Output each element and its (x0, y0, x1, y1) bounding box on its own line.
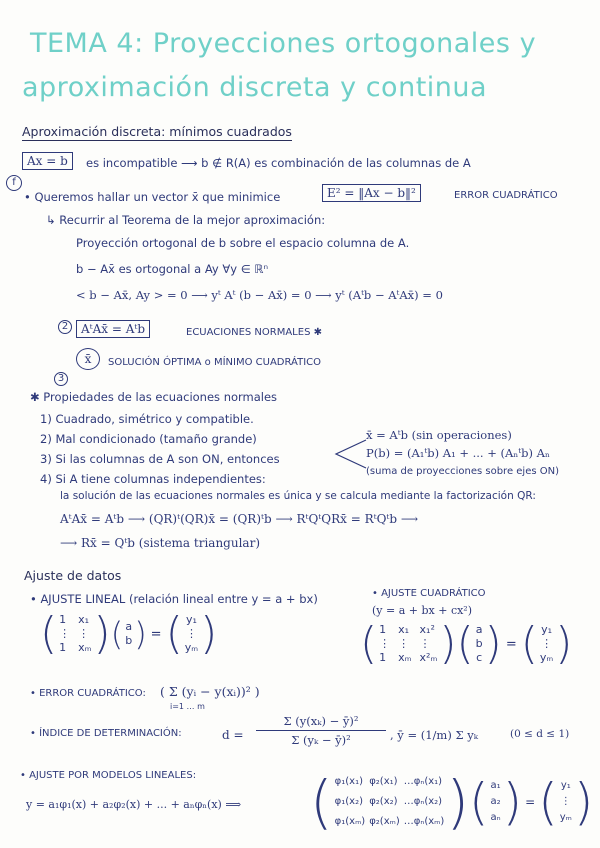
error-formula-fit: ( Σ (yᵢ − y(xᵢ))² ) (160, 684, 260, 699)
determination-label: • ÍNDICE DE DETERMINACIÓN: (30, 728, 182, 739)
best-approx-text: ↳ Recurrir al Teorema de la mejor aproximación: (46, 213, 326, 227)
circle-marker-3: 3 (54, 366, 68, 386)
error-formula: E² = ‖Ax − b‖² (322, 184, 421, 202)
inner-product-equation: < b − Ax̄, Ay > = 0 ⟶ yᵗ Aᵗ (b − Ax̄) = 0 ⟶ yᵗ (Aᵗb − AᵗAx̄) = 0 (76, 288, 443, 302)
linear-models-equation: y = a₁φ₁(x) + a₂φ₂(x) + ... + aₙφₙ(x) ⟹ (26, 798, 242, 811)
qr-line-1: AᵗAx̄ = Aᵗb ⟶ (QR)ᵗ(QR)x̄ = (QR)ᵗb ⟶ RᵗQᵗQRx̄ = RᵗQᵗb ⟶ (60, 512, 419, 526)
determination-d: d = (222, 728, 244, 742)
orthogonal-text: b − Ax̄ es ortogonal a Ay ∀y ∈ ℝⁿ (76, 262, 269, 276)
determination-fraction: Σ (y(xₖ) − ȳ)² Σ (yₖ − ȳ)² (256, 714, 386, 747)
projection-text: Proyección ortogonal de b sobre el espacio columna de A. (76, 236, 410, 250)
property-2: 2) Mal condicionado (tamaño grande) (40, 432, 257, 446)
title-line-1: TEMA 4: Proyecciones ortogonales y (30, 28, 537, 59)
quadratic-fit-equation: (y = a + bx + cx²) (372, 604, 473, 617)
mean-formula: , ȳ = (1/m) Σ yₖ (390, 728, 478, 742)
xbar-circled: x̄ (76, 348, 100, 370)
equation-ax-b: Ax = b (22, 152, 73, 170)
title-line-2: aproximación discreta y continua (22, 72, 488, 103)
property-3: 3) Si las columnas de A son ON, entonces (40, 452, 280, 466)
linear-fit-label: • AJUSTE LINEAL (relación lineal entre y = a + bx) (30, 592, 318, 606)
on-note: (suma de proyecciones sobre ejes ON) (366, 466, 559, 477)
determination-range: (0 ≤ d ≤ 1) (510, 728, 570, 740)
property-1: 1) Cuadrado, simétrico y compatible. (40, 412, 254, 426)
property-4: 4) Si A tiene columnas independientes: (40, 472, 266, 486)
quadratic-fit-label: • AJUSTE CUADRÁTICO (372, 588, 486, 599)
linear-matrix-system: ( 1 x₁ ⋮ ⋮ 1 xₘ ) ( a b ) = ( y₁ ⋮ yₘ ) (40, 608, 218, 659)
on-equation-2: P(b) = (A₁ᵗb) A₁ + ... + (Aₙᵗb) Aₙ (366, 446, 550, 460)
quadratic-matrix-system: ( 1 x₁ x₁² ⋮ ⋮ ⋮ 1 xₘ x²ₘ ) ( a b c ) = ( y₁ ⋮ yₘ ) (360, 618, 573, 669)
phi-matrix-system: ( φ₁(x₁) φ₂(x₁) …φₙ(x₁) φ₁(x₂) φ₂(x₂) …φₙ(x₂) φ₁(xₘ) φ₂(xₘ) …φₙ(xₘ) ) ( a₁ a₂ aₙ ) = ( y₁ ⋮ yₘ ) (310, 768, 594, 836)
error-label-fit: • ERROR CUADRÁTICO: (30, 688, 146, 699)
qr-line-2: ⟶ Rx̄ = Qᵗb (sistema triangular) (60, 536, 261, 550)
properties-heading: ✱ Propiedades de las ecuaciones normales (30, 390, 278, 404)
linear-models-label: • AJUSTE POR MODELOS LINEALES: (20, 770, 197, 781)
minimize-text: • Queremos hallar un vector x̄ que minimice (24, 190, 281, 204)
f-marker: f (6, 170, 22, 191)
brace-arrow (330, 436, 370, 472)
incompatible-text: es incompatible ⟶ b ∉ R(A) es combinación de las columnas de A (86, 156, 471, 170)
normal-equations-label: ECUACIONES NORMALES ✱ (186, 327, 322, 338)
section-heading-least-squares: Aproximación discreta: mínimos cuadrados (22, 124, 292, 139)
normal-equations: AᵗAx̄ = Aᵗb (76, 320, 150, 338)
error-label: ERROR CUADRÁTICO (454, 190, 558, 201)
error-sum-limits: i=1 … m (170, 702, 205, 711)
qr-text: la solución de las ecuaciones normales es única y se calcula mediante la factorización QR: (60, 490, 536, 502)
data-fitting-heading: Ajuste de datos (24, 568, 122, 583)
circle-marker-2: 2 (58, 314, 72, 334)
on-equation-1: x̄ = Aᵗb (sin operaciones) (366, 428, 512, 442)
optimal-solution-label: SOLUCIÓN ÓPTIMA o MÍNIMO CUADRÁTICO (108, 357, 322, 368)
